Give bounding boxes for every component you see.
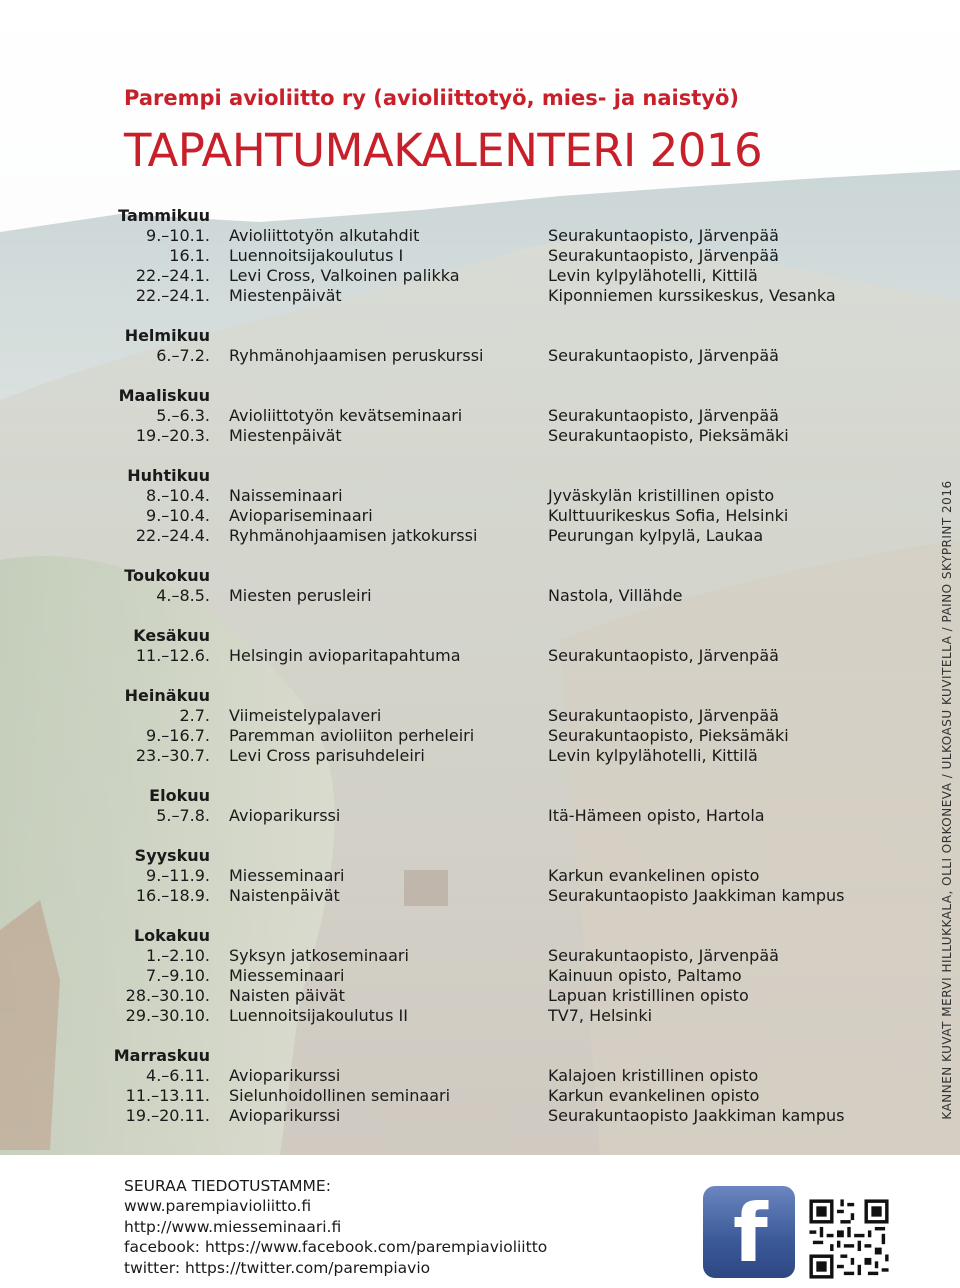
event-row [0, 486, 940, 506]
event-date: 19.–20.11. [125, 1106, 210, 1125]
credits-text: KANNEN KUVAT MERVI HILLUKKALA, OLLI ORKONEVA / ULKOASU KUVITELLA / PAINO SKYPRINT 2016 [940, 480, 954, 1120]
link-miesseminaari[interactable]: http://www.miesseminaari.fi [124, 1217, 342, 1236]
event-date: 9.–11.9. [146, 866, 210, 885]
month-heading: Tammikuu [118, 206, 210, 225]
event-row [0, 1106, 940, 1126]
event-place: Itä-Hämeen opisto, Hartola [548, 806, 765, 825]
event-row [0, 246, 940, 266]
event-date: 8.–10.4. [146, 486, 210, 505]
event-row [0, 726, 940, 746]
event-date: 7.–9.10. [146, 966, 210, 985]
event-place: Seurakuntaopisto Jaakkiman kampus [548, 1106, 845, 1125]
event-row [0, 866, 940, 886]
month-section [0, 626, 940, 666]
event-name: Helsingin avioparitapahtuma [229, 646, 461, 665]
event-date: 22.–24.1. [135, 266, 210, 285]
event-place: Seurakuntaopisto Jaakkiman kampus [548, 886, 845, 905]
event-date: 29.–30.10. [125, 1006, 210, 1025]
event-name: Miestenpäivät [229, 426, 342, 445]
event-row [0, 946, 940, 966]
event-row [0, 966, 940, 986]
month-section [0, 466, 940, 546]
event-date: 11.–12.6. [135, 646, 210, 665]
event-place: Karkun evankelinen opisto [548, 1086, 760, 1105]
event-name: Syksyn jatkoseminaari [229, 946, 409, 965]
event-row [0, 506, 940, 526]
event-row [0, 746, 940, 766]
month-heading: Heinäkuu [124, 686, 210, 705]
event-row [0, 1086, 940, 1106]
event-place: Seurakuntaopisto, Järvenpää [548, 946, 779, 965]
event-place: Jyväskylän kristillinen opisto [548, 486, 775, 505]
month-section [0, 926, 940, 1026]
page-title: TAPAHTUMAKALENTERI 2016 [124, 124, 763, 177]
event-name: Aviopariseminaari [229, 506, 373, 525]
link-twitter[interactable]: twitter: https://twitter.com/parempiavio [124, 1258, 431, 1277]
event-name: Miesseminaari [229, 966, 345, 985]
follow-section [124, 1176, 547, 1278]
event-place: Kainuun opisto, Paltamo [548, 966, 742, 985]
event-row [0, 1006, 940, 1026]
event-date: 22.–24.4. [135, 526, 210, 545]
event-row [0, 346, 940, 366]
event-place: Karkun evankelinen opisto [548, 866, 760, 885]
event-name: Paremman avioliiton perheleiri [229, 726, 475, 745]
event-date: 4.–6.11. [146, 1066, 210, 1085]
event-name: Miestenpäivät [229, 286, 342, 305]
event-name: Miesten perusleiri [229, 586, 372, 605]
event-calendar [0, 206, 940, 1146]
event-place: Kulttuurikeskus Sofia, Helsinki [548, 506, 789, 525]
event-date: 16.1. [169, 246, 210, 265]
month-heading: Marraskuu [113, 1046, 210, 1065]
event-name: Sielunhoidollinen seminaari [229, 1086, 451, 1105]
event-name: Avioparikurssi [229, 1066, 341, 1085]
month-heading: Syyskuu [134, 846, 210, 865]
event-name: Avioliittotyön kevätseminaari [229, 406, 463, 425]
event-row [0, 226, 940, 246]
event-place: Seurakuntaopisto, Järvenpää [548, 346, 779, 365]
event-name: Luennoitsijakoulutus II [229, 1006, 408, 1025]
event-place: Levin kylpylähotelli, Kittilä [548, 266, 758, 285]
month-section [0, 1046, 940, 1126]
event-name: Avioparikurssi [229, 806, 341, 825]
event-date: 4.–8.5. [156, 586, 210, 605]
event-place: Seurakuntaopisto, Järvenpää [548, 646, 779, 665]
event-row [0, 266, 940, 286]
event-row [0, 1066, 940, 1086]
month-section [0, 846, 940, 906]
event-date: 5.–6.3. [156, 406, 210, 425]
follow-heading: SEURAA TIEDOTUSTAMME: [124, 1177, 331, 1195]
event-place: Lapuan kristillinen opisto [548, 986, 749, 1005]
month-section [0, 326, 940, 366]
month-section [0, 386, 940, 446]
event-row [0, 806, 940, 826]
event-date: 9.–10.1. [146, 226, 210, 245]
event-place: Seurakuntaopisto, Pieksämäki [548, 426, 789, 445]
event-name: Levi Cross parisuhdeleiri [229, 746, 425, 765]
link-website[interactable]: www.parempiavioliitto.fi [124, 1197, 312, 1216]
month-heading: Maaliskuu [118, 386, 210, 405]
event-place: Seurakuntaopisto, Järvenpää [548, 706, 779, 725]
month-section [0, 686, 940, 766]
event-date: 16.–18.9. [135, 886, 210, 905]
event-name: Luennoitsijakoulutus I [229, 246, 404, 265]
month-heading: Kesäkuu [133, 626, 210, 645]
organization-subtitle: Parempi avioliitto ry (avioliittotyö, mies- ja naistyö) [124, 86, 739, 110]
event-row [0, 286, 940, 306]
event-date: 28.–30.10. [125, 986, 210, 1005]
event-name: Naistenpäivät [229, 886, 340, 905]
event-date: 23.–30.7. [135, 746, 210, 765]
event-row [0, 426, 940, 446]
event-row [0, 406, 940, 426]
month-heading: Elokuu [149, 786, 210, 805]
event-place: Seurakuntaopisto, Pieksämäki [548, 726, 789, 745]
event-place: Seurakuntaopisto, Järvenpää [548, 226, 779, 245]
event-place: Levin kylpylähotelli, Kittilä [548, 746, 758, 765]
qr-code-icon [806, 1196, 892, 1282]
event-date: 9.–16.7. [146, 726, 210, 745]
event-name: Naisten päivät [229, 986, 345, 1005]
event-name: Ryhmänohjaamisen jatkokurssi [229, 526, 478, 545]
event-place: Kalajoen kristillinen opisto [548, 1066, 759, 1085]
event-name: Naisseminaari [229, 486, 343, 505]
event-row [0, 986, 940, 1006]
month-heading: Lokakuu [133, 926, 210, 945]
event-place: Peurungan kylpylä, Laukaa [548, 526, 764, 545]
event-place: TV7, Helsinki [548, 1006, 653, 1025]
credits-vertical [932, 480, 960, 1120]
month-section [0, 786, 940, 826]
event-row [0, 586, 940, 606]
link-facebook[interactable]: facebook: https://www.facebook.com/parempiavioliitto [124, 1238, 548, 1257]
event-date: 1.–2.10. [146, 946, 210, 965]
event-date: 11.–13.11. [125, 1086, 210, 1105]
event-name: Avioparikurssi [229, 1106, 341, 1125]
event-place: Kiponniemen kurssikeskus, Vesanka [548, 286, 836, 305]
event-date: 2.7. [179, 706, 210, 725]
month-heading: Toukokuu [124, 566, 210, 585]
event-name: Miesseminaari [229, 866, 345, 885]
event-date: 19.–20.3. [135, 426, 210, 445]
event-place: Seurakuntaopisto, Järvenpää [548, 246, 779, 265]
month-heading: Helmikuu [124, 326, 210, 345]
event-name: Levi Cross, Valkoinen palikka [229, 266, 460, 285]
month-heading: Huhtikuu [127, 466, 210, 485]
event-date: 22.–24.1. [135, 286, 210, 305]
event-place: Nastola, Villähde [548, 586, 683, 605]
event-date: 5.–7.8. [156, 806, 210, 825]
facebook-icon[interactable]: f [703, 1186, 795, 1278]
event-row [0, 646, 940, 666]
event-place: Seurakuntaopisto, Järvenpää [548, 406, 779, 425]
event-name: Ryhmänohjaamisen peruskurssi [229, 346, 484, 365]
event-date: 9.–10.4. [146, 506, 210, 525]
month-section [0, 206, 940, 306]
event-row [0, 706, 940, 726]
month-section [0, 566, 940, 606]
event-name: Avioliittotyön alkutahdit [229, 226, 420, 245]
event-date: 6.–7.2. [156, 346, 210, 365]
event-name: Viimeistelypalaveri [229, 706, 382, 725]
event-row [0, 526, 940, 546]
event-row [0, 886, 940, 906]
